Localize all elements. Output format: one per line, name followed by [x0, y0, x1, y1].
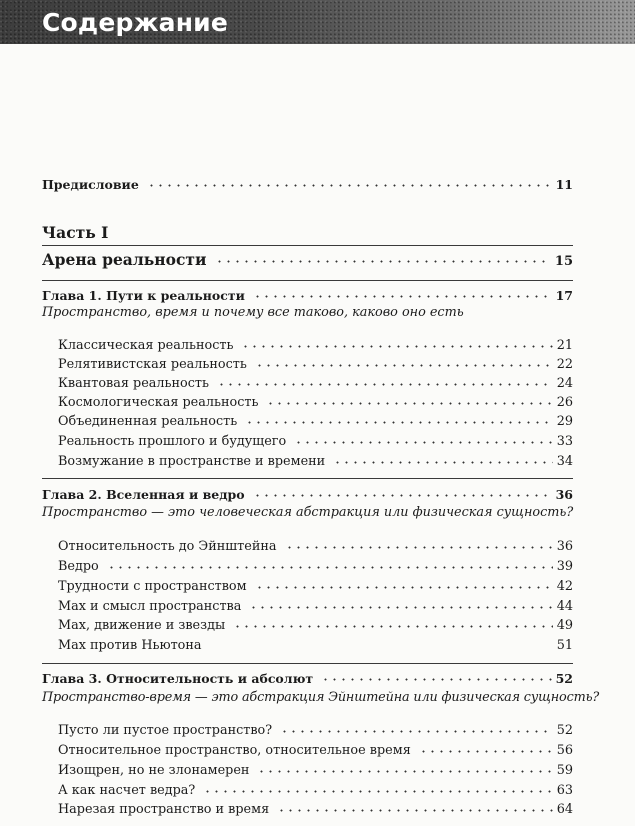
toc-entry-label: Реальность прошлого и будущего — [58, 433, 287, 449]
chapter-title: Глава 1. Пути к реальности — [42, 287, 245, 303]
toc-entry-page: 52 — [555, 670, 573, 686]
dot-leader — [215, 249, 551, 265]
toc-entry-page: 21 — [556, 337, 573, 353]
toc-entry-label: Мах против Ньютона — [58, 637, 202, 653]
dot-leader — [419, 741, 553, 754]
toc-entry-page: 26 — [556, 394, 573, 410]
part-number: Часть I — [42, 223, 109, 242]
toc-entry-section[interactable] — [58, 781, 573, 798]
toc-entry-section[interactable] — [58, 355, 573, 372]
toc-entry-section[interactable] — [58, 537, 573, 554]
toc-entry-section[interactable] — [58, 800, 573, 817]
dot-leader — [285, 537, 553, 550]
toc-entry-label: Квантовая реальность — [58, 375, 209, 391]
toc-entry-label: Классическая реальность — [58, 337, 234, 353]
part-title: Арена реальности — [42, 249, 207, 269]
toc-entry-page: 52 — [556, 722, 573, 738]
divider — [42, 478, 573, 479]
toc-entry-page: 56 — [556, 742, 573, 758]
dot-leader — [241, 336, 552, 349]
header-banner — [0, 0, 635, 44]
toc-entry-label: А как насчет ведра? — [58, 782, 196, 798]
toc-entry-page: 44 — [556, 598, 573, 614]
toc-entry-section[interactable] — [58, 452, 573, 469]
chapter-title: Глава 3. Относительность и абсолют — [42, 670, 314, 686]
toc-entry-label: Предисловие — [42, 176, 139, 192]
chapter-subtitle: Пространство — это человеческая абстракция или физическая сущность? — [42, 505, 574, 520]
toc-entry-label: Нарезая пространство и время — [58, 801, 270, 817]
toc-entry-page: 24 — [556, 375, 573, 391]
toc-entry-section[interactable] — [58, 412, 573, 429]
toc-entry-chapter[interactable] — [42, 486, 573, 502]
dot-leader — [203, 781, 552, 794]
dot-leader — [217, 374, 553, 387]
toc-entry-label: Мах и смысл пространства — [58, 598, 242, 614]
dot-leader — [147, 176, 552, 189]
toc-entry-page: 17 — [555, 287, 573, 303]
toc-entry-page: 42 — [556, 578, 573, 594]
toc-entry-section[interactable] — [58, 336, 573, 353]
toc-entry-page: 29 — [556, 413, 573, 429]
toc-entry-page: 36 — [556, 538, 573, 554]
toc-entry-section[interactable] — [58, 374, 573, 391]
toc-entry-section[interactable] — [58, 741, 573, 758]
dot-leader — [233, 616, 553, 629]
dot-leader — [321, 670, 551, 683]
chapter-subtitle: Пространство, время и почему все таково, каково оно есть — [42, 305, 464, 320]
toc-entry-label: Относительность до Эйнштейна — [58, 538, 277, 554]
toc-entry-section[interactable] — [58, 393, 573, 410]
toc-entry-section[interactable] — [58, 636, 573, 653]
toc-entry-page: 33 — [556, 433, 573, 449]
toc-entry-section[interactable] — [58, 761, 573, 778]
toc-entry-chapter[interactable] — [42, 287, 573, 303]
divider — [42, 280, 573, 281]
toc-entry-label: Изощрен, но не злонамерен — [58, 762, 250, 778]
toc-entry-page: 15 — [554, 253, 573, 269]
toc-entry-label: Пусто ли пустое пространство? — [58, 722, 273, 738]
dot-leader — [253, 287, 552, 300]
dot-leader — [253, 486, 552, 499]
toc-entry-page: 64 — [556, 801, 573, 817]
toc-entry-section[interactable] — [58, 432, 573, 449]
toc-entry-page: 11 — [555, 176, 573, 192]
toc-entry-section[interactable] — [58, 597, 573, 614]
divider — [42, 245, 573, 246]
toc-entry-page: 39 — [556, 558, 573, 574]
dot-leader — [107, 557, 553, 570]
toc-entry-page: 59 — [556, 762, 573, 778]
dot-leader — [245, 412, 553, 425]
dot-leader — [333, 452, 552, 465]
toc-entry-label: Возмужание в пространстве и времени — [58, 453, 326, 469]
toc-entry-section[interactable] — [58, 557, 573, 574]
toc-entry-preface[interactable] — [42, 176, 573, 192]
toc-entry-label: Относительное пространство, относительное время — [58, 742, 411, 758]
toc-entry-label: Объединенная реальность — [58, 413, 238, 429]
chapter-subtitle: Пространство-время — это абстракция Эйнштейна или физическая сущность? — [42, 690, 600, 705]
toc-entry-section[interactable] — [58, 721, 573, 738]
toc-entry-page: 22 — [556, 356, 573, 372]
toc-entry-page: 63 — [556, 782, 573, 798]
toc-entry-chapter[interactable] — [42, 670, 573, 686]
dot-leader — [249, 597, 552, 610]
toc-entry-section[interactable] — [58, 616, 573, 633]
dot-leader — [277, 800, 553, 813]
toc-entry-page: 34 — [556, 453, 573, 469]
toc-entry-label: Космологическая реальность — [58, 394, 259, 410]
divider — [42, 663, 573, 664]
toc-entry-label: Релятивистская реальность — [58, 356, 247, 372]
dot-leader — [255, 355, 553, 368]
toc-entry-page: 49 — [556, 617, 573, 633]
dot-leader — [280, 721, 553, 734]
toc-entry-page: 51 — [556, 637, 573, 653]
toc-entry-page: 36 — [555, 486, 573, 502]
chapter-title: Глава 2. Вселенная и ведро — [42, 486, 245, 502]
toc-entry-label: Мах, движение и звезды — [58, 617, 226, 633]
dot-leader — [266, 393, 552, 406]
dot-leader — [294, 432, 553, 445]
toc-entry-label: Трудности с пространством — [58, 578, 247, 594]
dot-leader — [257, 761, 552, 774]
dot-leader — [255, 577, 553, 590]
toc-entry-part[interactable] — [42, 249, 573, 269]
toc-entry-section[interactable] — [58, 577, 573, 594]
page-title: Содержание — [42, 8, 229, 37]
toc-entry-label: Ведро — [58, 558, 99, 574]
